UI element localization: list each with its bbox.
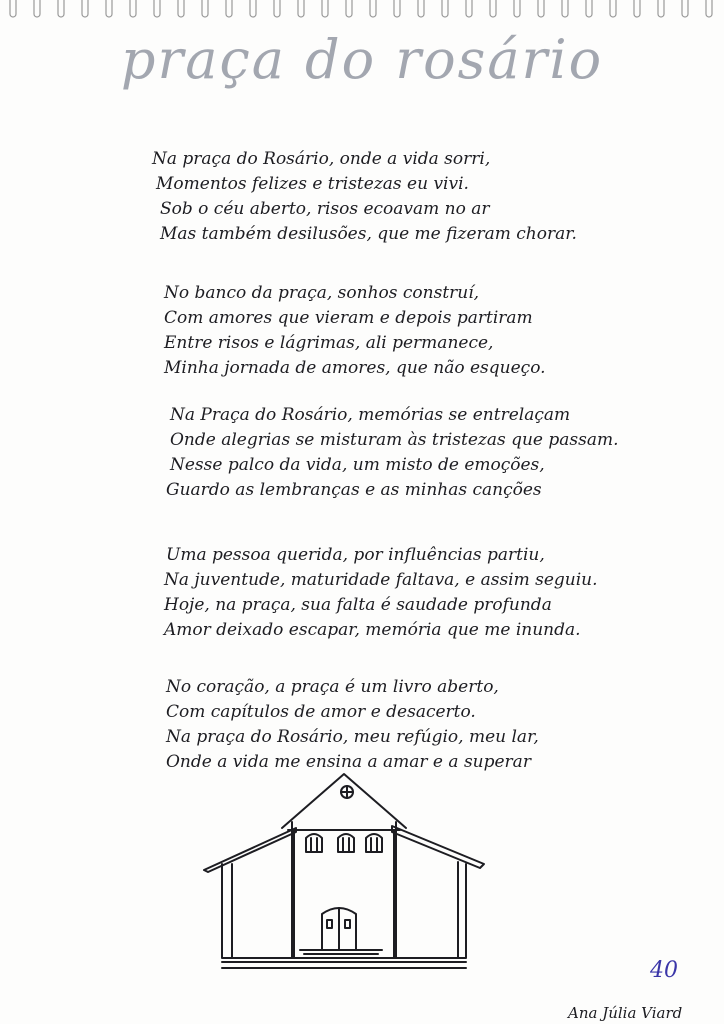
poem-line: No banco da praça, sonhos construí, [164,283,480,303]
right-roof [392,826,484,868]
poem-line: Onde a vida me ensina a amar e a superar [166,752,531,772]
poem-line: Guardo as lembranças e as minhas canções [166,480,542,500]
left-roof [204,828,296,872]
poem-line: Na praça do Rosário, onde a vida sorri, [152,149,491,169]
poem-line: No coração, a praça é um livro aberto, [166,677,499,697]
page-title: praça do rosário [120,28,604,91]
poem-line: Momentos felizes e tristezas eu vivi. [156,174,469,194]
poem-line: Hoje, na praça, sua falta é saudade profunda [164,595,552,615]
poem-line: Na praça do Rosário, meu refúgio, meu lar, [166,727,539,747]
poem-line: Na Praça do Rosário, memórias se entrelaçam [170,405,571,425]
author-signature: Ana Júlia Viard [568,1004,683,1022]
right-wing [394,830,466,958]
poem-line: Onde alegrias se misturam às tristezas que passam. [170,430,619,450]
page-number: 40 [650,958,678,983]
poem-line: Com amores que vieram e depois partiram [164,308,533,328]
poem-line: Amor deixado escapar, memória que me inunda. [164,620,581,640]
poem-line: Entre risos e lágrimas, ali permanece, [164,333,494,353]
poem-line: Com capítulos de amor e desacerto. [166,702,476,722]
church-drawing [196,768,496,980]
poem-line: Minha jornada de amores, que não esqueço. [164,358,546,378]
poem-line: Mas também desilusões, que me fizeram chorar. [160,224,577,244]
poem-line: Sob o céu aberto, risos ecoavam no ar [160,199,490,219]
poem-line: Na juventude, maturidade faltava, e assim seguiu. [164,570,598,590]
tower [282,774,406,828]
spiral-binding [0,0,724,22]
poem-line: Nesse palco da vida, um misto de emoções, [170,455,545,475]
poem-line: Uma pessoa querida, por influências partiu, [166,545,545,565]
